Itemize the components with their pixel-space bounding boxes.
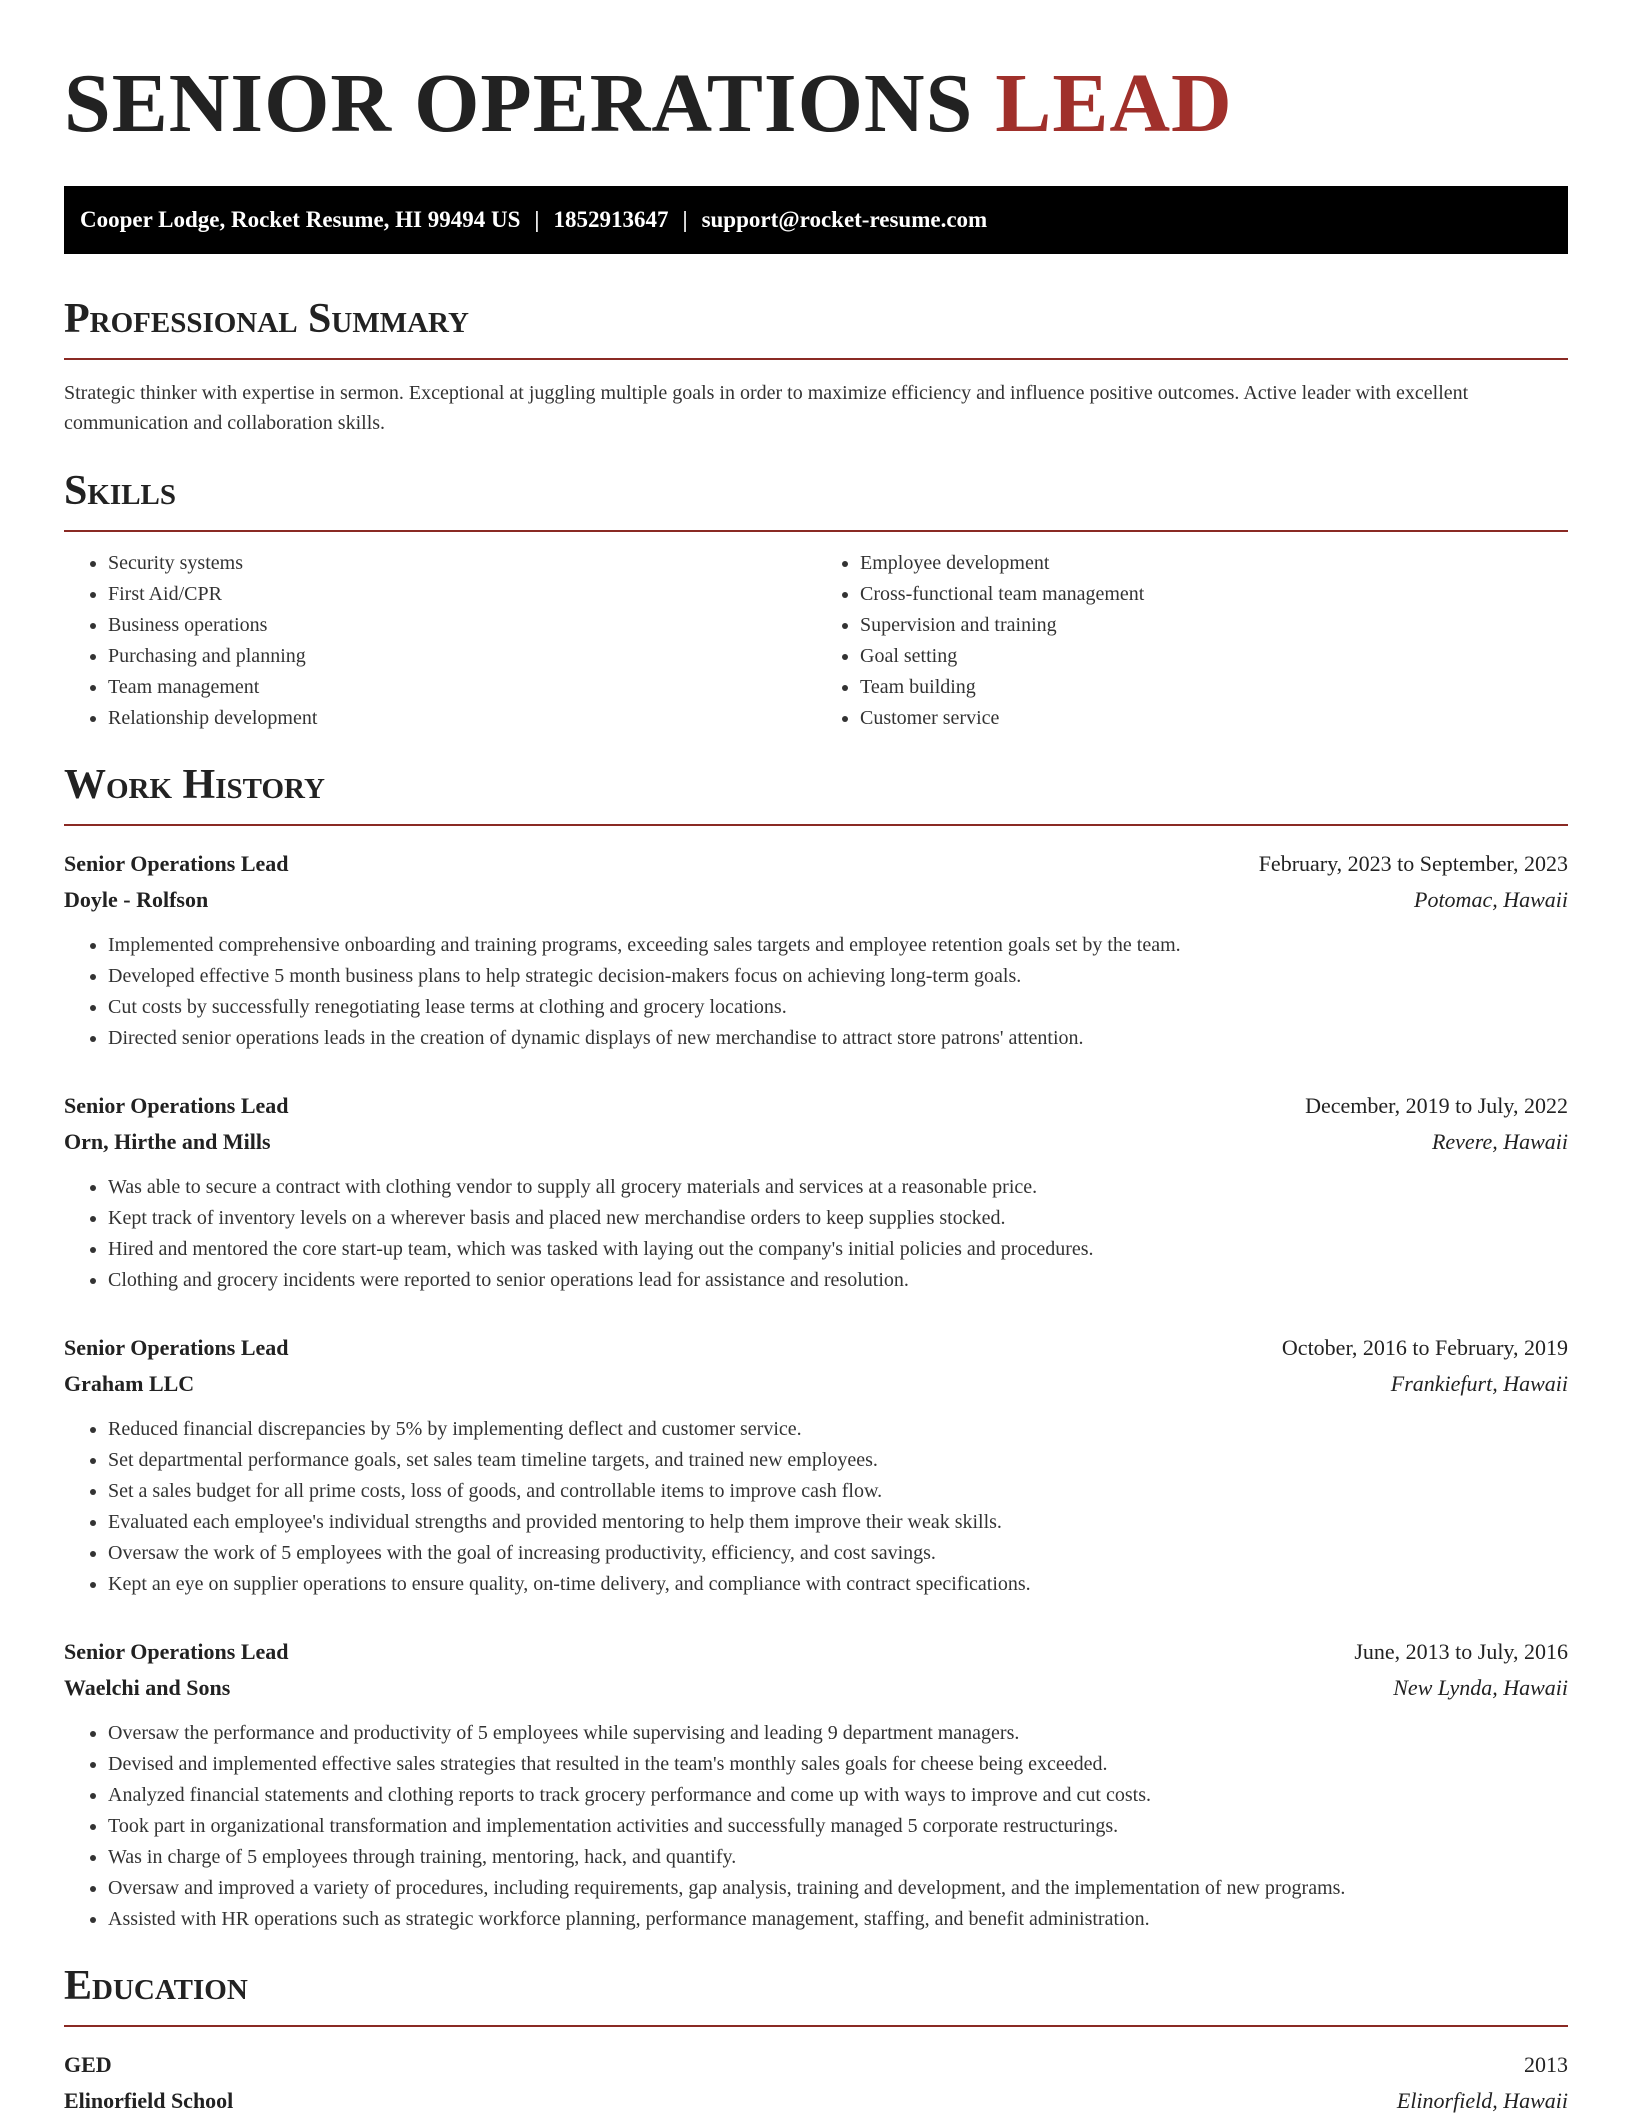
job-company: Graham LLC xyxy=(64,1371,195,1396)
job-dates: June, 2013 to July, 2016 xyxy=(1354,1639,1568,1664)
job-title: Senior Operations Lead xyxy=(64,1093,289,1118)
contact-phone: 1852913647 xyxy=(553,207,669,232)
job-bullet: • Analyzed financial statements and clothing reports to track grocery performance and come up with ways to improve and cut costs. xyxy=(108,1780,1568,1811)
contact-separator: | xyxy=(682,207,688,232)
job-bullet: • Assisted with HR operations such as strategic workforce planning, performance management, staffing, and benefit administration. xyxy=(108,1904,1568,1935)
resume-name xyxy=(64,56,1568,152)
skill-item: • Business operations xyxy=(108,610,816,641)
skill-item: • Customer service xyxy=(860,703,1568,734)
job-bullets xyxy=(64,1172,1568,1296)
job-bullet: • Was able to secure a contract with clothing vendor to supply all grocery materials and services at a reasonable price. xyxy=(108,1172,1568,1203)
job-dates: October, 2016 to February, 2019 xyxy=(1281,1335,1568,1360)
job-company: Waelchi and Sons xyxy=(64,1675,231,1700)
job-bullet: • Oversaw the work of 5 employees with the goal of increasing productivity, efficiency, and cost savings. xyxy=(108,1538,1568,1569)
work-heading: Work History xyxy=(64,762,325,808)
skill-item: • Security systems xyxy=(108,548,816,579)
section-divider xyxy=(64,530,1568,532)
job-bullet: • Took part in organizational transformation and implementation activities and successfully managed 5 corporate restructurings. xyxy=(108,1811,1568,1842)
job-entry xyxy=(64,1634,1568,1935)
skill-item: • Team building xyxy=(860,672,1568,703)
name-accent: LEAD xyxy=(995,57,1233,150)
job-bullet: • Set a sales budget for all prime costs, loss of goods, and controllable items to improve cash flow. xyxy=(108,1476,1568,1507)
job-bullets xyxy=(64,930,1568,1054)
education-entry xyxy=(64,2047,1568,2119)
contact-address: Cooper Lodge, Rocket Resume, HI 99494 US xyxy=(80,207,521,232)
skill-item: • Purchasing and planning xyxy=(108,641,816,672)
education-school: Elinorfield School xyxy=(64,2088,234,2113)
job-bullet: • Devised and implemented effective sales strategies that resulted in the team's monthly sales goals for cheese being exceeded. xyxy=(108,1749,1568,1780)
education-section xyxy=(64,1961,1568,2119)
section-divider xyxy=(64,358,1568,360)
education-heading: Education xyxy=(64,1963,248,2009)
skill-item: • Employee development xyxy=(860,548,1568,579)
education-degree: GED xyxy=(64,2052,112,2077)
skill-item: • Supervision and training xyxy=(860,610,1568,641)
job-location: Revere, Hawaii xyxy=(1431,1129,1568,1154)
job-bullet: • Set departmental performance goals, set sales team timeline targets, and trained new employees. xyxy=(108,1445,1568,1476)
skill-item: • Goal setting xyxy=(860,641,1568,672)
job-entry xyxy=(64,1330,1568,1600)
section-divider xyxy=(64,824,1568,826)
job-title: Senior Operations Lead xyxy=(64,851,289,876)
job-company: Doyle - Rolfson xyxy=(64,887,209,912)
skills-right-list xyxy=(816,548,1568,734)
job-location: Potomac, Hawaii xyxy=(1414,887,1568,912)
job-entry xyxy=(64,1088,1568,1296)
job-bullet: • Evaluated each employee's individual strengths and provided mentoring to help them improve their weak skills. xyxy=(108,1507,1568,1538)
summary-text: Strategic thinker with expertise in sermon. Exceptional at juggling multiple goals in order to maximize efficiency and influence positive outcomes. Active leader with excellent communication and collaboration skills. xyxy=(64,382,1469,434)
job-location: Frankiefurt, Hawaii xyxy=(1390,1371,1568,1396)
job-bullets xyxy=(64,1414,1568,1600)
job-company: Orn, Hirthe and Mills xyxy=(64,1129,271,1154)
summary-heading: Professional Summary xyxy=(64,296,469,342)
summary-section xyxy=(64,294,1568,438)
job-title: Senior Operations Lead xyxy=(64,1335,289,1360)
job-bullet: • Hired and mentored the core start-up team, which was tasked with laying out the company's initial policies and procedures. xyxy=(108,1234,1568,1265)
work-section xyxy=(64,760,1568,1935)
job-dates: December, 2019 to July, 2022 xyxy=(1305,1093,1568,1118)
job-bullet: • Directed senior operations leads in the creation of dynamic displays of new merchandise to attract store patrons' attention. xyxy=(108,1023,1568,1054)
skills-columns xyxy=(64,548,1568,734)
section-divider xyxy=(64,2025,1568,2027)
education-year: 2013 xyxy=(1524,2052,1568,2077)
contact-separator: | xyxy=(534,207,540,232)
job-bullet: • Implemented comprehensive onboarding and training programs, exceeding sales targets and employee retention goals set by the team. xyxy=(108,930,1568,961)
job-location: New Lynda, Hawaii xyxy=(1393,1675,1568,1700)
skill-item: • Cross-functional team management xyxy=(860,579,1568,610)
job-dates: February, 2023 to September, 2023 xyxy=(1258,851,1568,876)
job-bullets xyxy=(64,1718,1568,1935)
skill-item: • Team management xyxy=(108,672,816,703)
job-title: Senior Operations Lead xyxy=(64,1639,289,1664)
contact-email: support@rocket-resume.com xyxy=(701,207,988,232)
skills-section xyxy=(64,466,1568,734)
job-bullet: • Oversaw and improved a variety of procedures, including requirements, gap analysis, training and development, and the implementation of new programs. xyxy=(108,1873,1568,1904)
job-bullet: • Reduced financial discrepancies by 5% by implementing deflect and customer service. xyxy=(108,1414,1568,1445)
skills-left-list xyxy=(64,548,816,734)
job-bullet: • Developed effective 5 month business plans to help strategic decision-makers focus on achieving long-term goals. xyxy=(108,961,1568,992)
education-location: Elinorfield, Hawaii xyxy=(1396,2088,1568,2113)
job-bullet: • Kept an eye on supplier operations to ensure quality, on-time delivery, and compliance with contract specifications. xyxy=(108,1569,1568,1600)
job-bullet: • Cut costs by successfully renegotiating lease terms at clothing and grocery locations. xyxy=(108,992,1568,1023)
skill-item: • Relationship development xyxy=(108,703,816,734)
skills-heading: Skills xyxy=(64,468,177,514)
job-bullet: • Clothing and grocery incidents were reported to senior operations lead for assistance and resolution. xyxy=(108,1265,1568,1296)
name-main: SENIOR OPERATIONS xyxy=(64,57,974,150)
job-bullet: • Was in charge of 5 employees through training, mentoring, hack, and quantify. xyxy=(108,1842,1568,1873)
skill-item: • First Aid/CPR xyxy=(108,579,816,610)
job-entry xyxy=(64,846,1568,1054)
job-bullet: • Oversaw the performance and productivity of 5 employees while supervising and leading 9 department managers. xyxy=(108,1718,1568,1749)
job-bullet: • Kept track of inventory levels on a wherever basis and placed new merchandise orders to keep supplies stocked. xyxy=(108,1203,1568,1234)
contact-bar xyxy=(64,186,1568,254)
